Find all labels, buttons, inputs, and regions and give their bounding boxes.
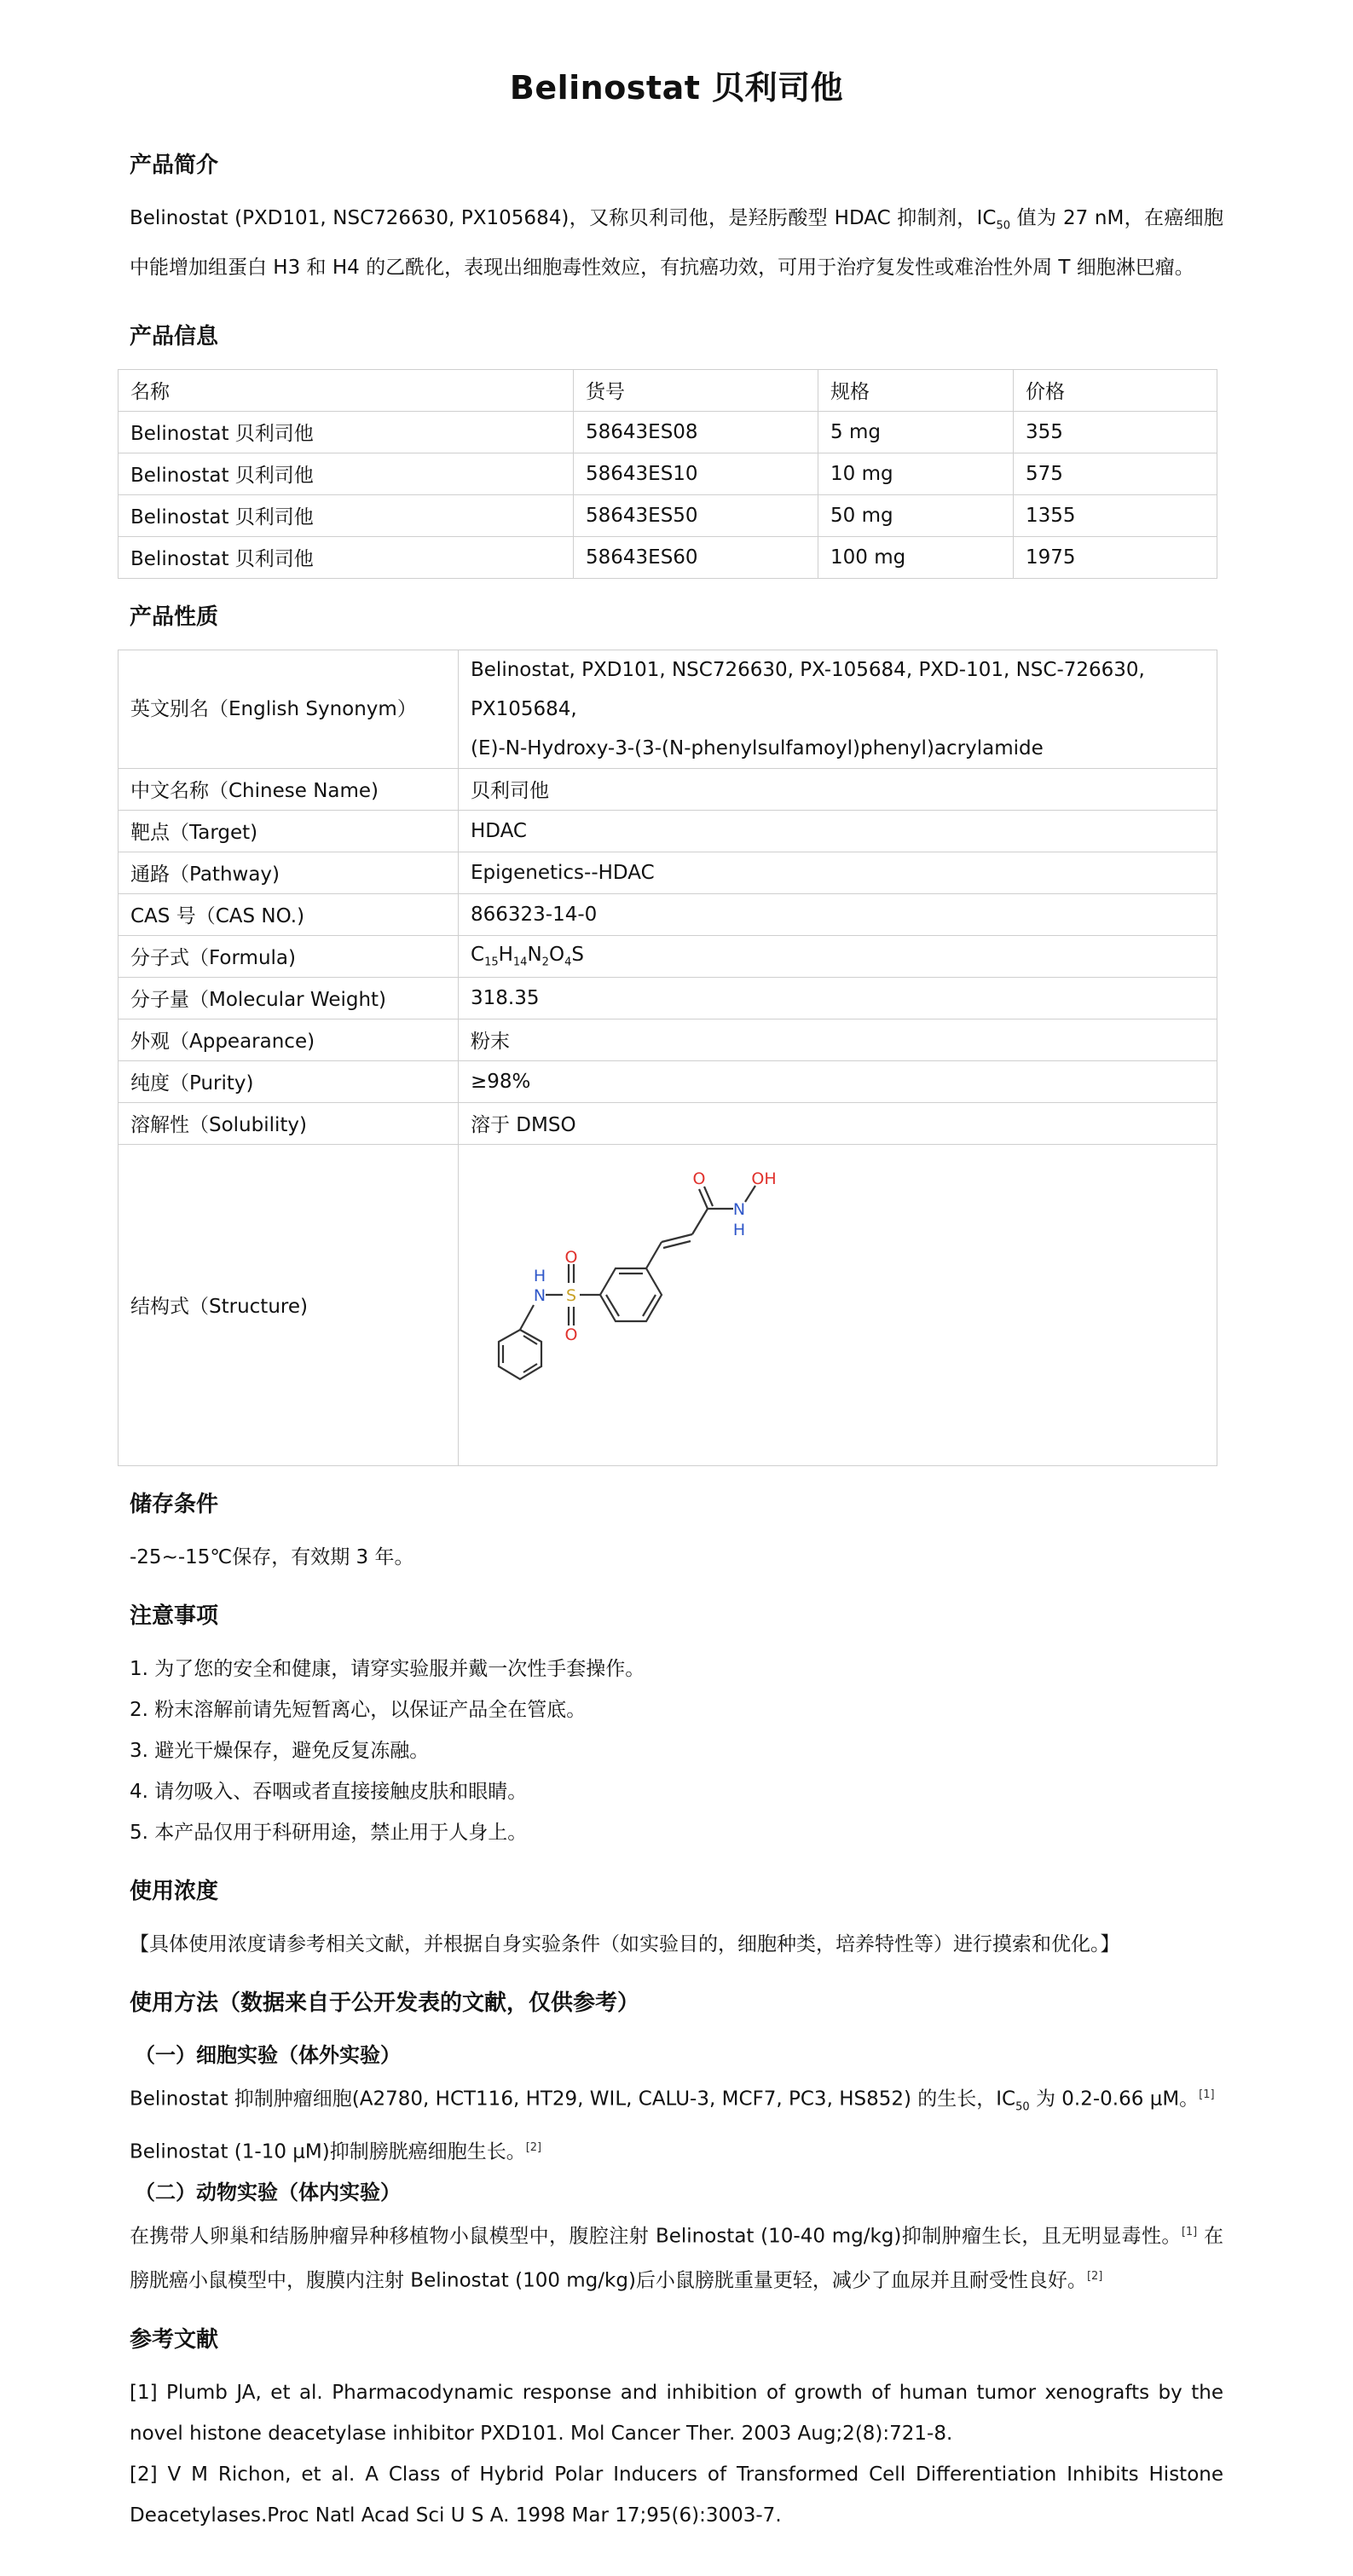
table-cell: Belinostat 贝利司他 <box>119 536 574 578</box>
atom-label: N <box>533 1285 546 1305</box>
property-label: 纯度（Purity) <box>119 1060 459 1102</box>
property-value: 贝利司他 <box>459 768 1217 810</box>
storage-heading: 储存条件 <box>130 1491 219 1517</box>
table-row <box>119 768 1217 810</box>
citation-1[interactable]: [1] <box>1181 2225 1198 2238</box>
table-row <box>119 1019 1217 1060</box>
intro-heading: 产品简介 <box>130 153 219 178</box>
property-label: 中文名称（Chinese Name) <box>119 768 459 810</box>
table-row <box>119 935 1217 977</box>
atom-label: H <box>533 1266 546 1285</box>
benzene-ring <box>600 1268 662 1321</box>
atom-label: O <box>564 1247 578 1267</box>
table-cell: 10 mg <box>818 453 1014 494</box>
table-row <box>119 650 1217 768</box>
animal-experiment-text: 在携带人卵巢和结肠肿瘤异种移植物小鼠模型中，腹腔注射 Belinostat (10-40 mg/kg)抑制肿瘤生长，且无明显毒性。[1] 在膀胱癌小鼠模型中，腹膜内注射 Belinostat (100 mg/kg)后小鼠膀胱重量更轻，减少了血尿并且耐受性良好。[2] <box>130 2225 1224 2292</box>
table-cell: 355 <box>1014 411 1217 453</box>
property-value: ≥98% <box>459 1060 1217 1102</box>
property-value: 溶于 DMSO <box>459 1102 1217 1144</box>
atom-label: O <box>564 1325 578 1344</box>
structure-diagram <box>471 1145 897 1460</box>
cell-experiment-text: Belinostat 抑制肿瘤细胞(A2780, HCT116, HT29, WIL, CALU-3, MCF7, PC3, HS852) 的生长，$IC_{50}$ 为 0.2-0.66 μM。[1] Belinostat (1-10 μM)抑制膀胱癌细胞生长。[2] <box>130 2088 1215 2163</box>
property-label: 溶解性（Solubility) <box>119 1102 459 1144</box>
property-value: 粉末 <box>459 1019 1217 1060</box>
storage-text: -25~-15℃保存，有效期 3 年。 <box>130 1545 414 1568</box>
table-cell: 58643ES60 <box>574 536 818 578</box>
property-label: 靶点（Target) <box>119 810 459 852</box>
list-item: 3. 避光干燥保存，避免反复冻融。 <box>130 1739 430 1762</box>
list-item: 2. 粉末溶解前请先短暂离心，以保证产品全在管底。 <box>130 1698 587 1721</box>
formula-value: $C_{15}H_{14}N_2O_4S$ <box>459 935 1217 977</box>
property-value: Epigenetics--HDAC <box>459 852 1217 893</box>
table-cell: 1355 <box>1014 494 1217 536</box>
table-cell: 58643ES50 <box>574 494 818 536</box>
synonym-value: Belinostat, PXD101, NSC726630, PX-105684, PXD-101, NSC-726630, PX105684, (E)-N-Hydroxy-3-(3-(N-phenylsulfamoyl)phenyl)acrylamide <box>459 650 1217 768</box>
table-row <box>119 893 1217 935</box>
usage-heading: 使用方法（数据来自于公开发表的文献，仅供参考） <box>130 1990 640 2016</box>
table-cell: 575 <box>1014 453 1217 494</box>
table-cell: Belinostat 贝利司他 <box>119 411 574 453</box>
table-cell: 5 mg <box>818 411 1014 453</box>
formula-label: 分子式（Formula) <box>119 935 459 977</box>
table-cell: 58643ES10 <box>574 453 818 494</box>
header-cell-name: 名称 <box>119 369 574 411</box>
table-row <box>119 494 1217 536</box>
synonym-label: 英文别名（English Synonym） <box>119 650 459 768</box>
atom-label: H <box>732 1220 746 1239</box>
table-cell: 100 mg <box>818 536 1014 578</box>
table-row <box>119 1144 1217 1465</box>
info-heading: 产品信息 <box>130 323 219 349</box>
table-cell: Belinostat 贝利司他 <box>119 453 574 494</box>
property-value: 318.35 <box>459 977 1217 1019</box>
phenyl-ring <box>499 1330 541 1379</box>
atom-label: O <box>692 1169 706 1188</box>
property-label: 通路（Pathway) <box>119 852 459 893</box>
citation-2[interactable]: [2] <box>525 2140 542 2154</box>
reference-item: [2] V M Richon, et al. A Class of Hybrid Polar Inducers of Transformed Cell Differentiation Inhibits Histone Deacetylases.Proc Natl Acad Sci U S A. 1998 Mar 17;95(6):3003-7. <box>130 2463 1223 2527</box>
concentration-text: 【具体使用浓度请参考相关文献，并根据自身实验条件（如实验目的，细胞种类，培养特性等）进行摸索和优化。】 <box>130 1932 1120 1955</box>
table-cell: 50 mg <box>818 494 1014 536</box>
properties-table <box>118 650 1217 1466</box>
concentration-heading: 使用浓度 <box>130 1878 219 1904</box>
table-row <box>119 810 1217 852</box>
product-info-table <box>118 369 1217 579</box>
citation-2[interactable]: [2] <box>1086 2270 1103 2284</box>
structure-cell <box>459 1144 1217 1465</box>
cell-experiment-heading: （一）细胞实验（体外实验） <box>135 2042 401 2067</box>
table-row <box>119 536 1217 578</box>
table-cell: Belinostat 贝利司他 <box>119 494 574 536</box>
property-value: 866323-14-0 <box>459 893 1217 935</box>
atom-label: OH <box>751 1169 777 1188</box>
property-value: HDAC <box>459 810 1217 852</box>
citation-1[interactable]: [1] <box>1199 2088 1215 2101</box>
list-item: 1. 为了您的安全和健康，请穿实验服并戴一次性手套操作。 <box>130 1657 645 1680</box>
header-cell-price: 价格 <box>1014 369 1217 411</box>
property-label: 分子量（Molecular Weight) <box>119 977 459 1019</box>
header-cell-size: 规格 <box>818 369 1014 411</box>
table-row <box>119 852 1217 893</box>
table-row <box>119 453 1217 494</box>
property-label: 外观（Appearance) <box>119 1019 459 1060</box>
property-label: CAS 号（CAS NO.) <box>119 893 459 935</box>
atom-label: N <box>732 1199 746 1219</box>
properties-heading: 产品性质 <box>130 604 219 630</box>
references-heading: 参考文献 <box>130 2326 219 2353</box>
animal-experiment-heading: （二）动物实验（体内实验） <box>135 2180 401 2204</box>
page-title: Belinostat 贝利司他 <box>509 69 844 107</box>
intro-text: Belinostat (PXD101, NSC726630, PX105684)，又称贝利司他，是羟肟酸型 HDAC 抑制剂，$IC_{50}$ 值为 27 nM，在癌细胞中能增加组蛋白 H3 和 H4 的乙酰化，表现出细胞毒性效应，有抗癌功效，可用于治疗复发性或难治性外周 T 细胞淋巴瘤。 <box>130 207 1223 279</box>
table-row <box>119 1102 1217 1144</box>
reference-item: [1] Plumb JA, et al. Pharmacodynamic response and inhibition of growth of human tumor xenografts by the novel histone deacetylase inhibitor PXD101. Mol Cancer Ther. 2003 Aug;2(8):721-8. <box>130 2381 1223 2445</box>
header-cell-catalog: 货号 <box>574 369 818 411</box>
table-cell: 1975 <box>1014 536 1217 578</box>
table-header-row <box>119 369 1217 411</box>
table-cell: 58643ES08 <box>574 411 818 453</box>
notes-heading: 注意事项 <box>130 1603 219 1629</box>
table-row <box>119 1060 1217 1102</box>
table-row <box>119 411 1217 453</box>
atom-label: S <box>565 1285 577 1305</box>
table-row <box>119 977 1217 1019</box>
list-item: 4. 请勿吸入、吞咽或者直接接触皮肤和眼睛。 <box>130 1780 528 1803</box>
list-item: 5. 本产品仅用于科研用途，禁止用于人身上。 <box>130 1821 528 1844</box>
structure-label: 结构式（Structure) <box>119 1144 459 1465</box>
